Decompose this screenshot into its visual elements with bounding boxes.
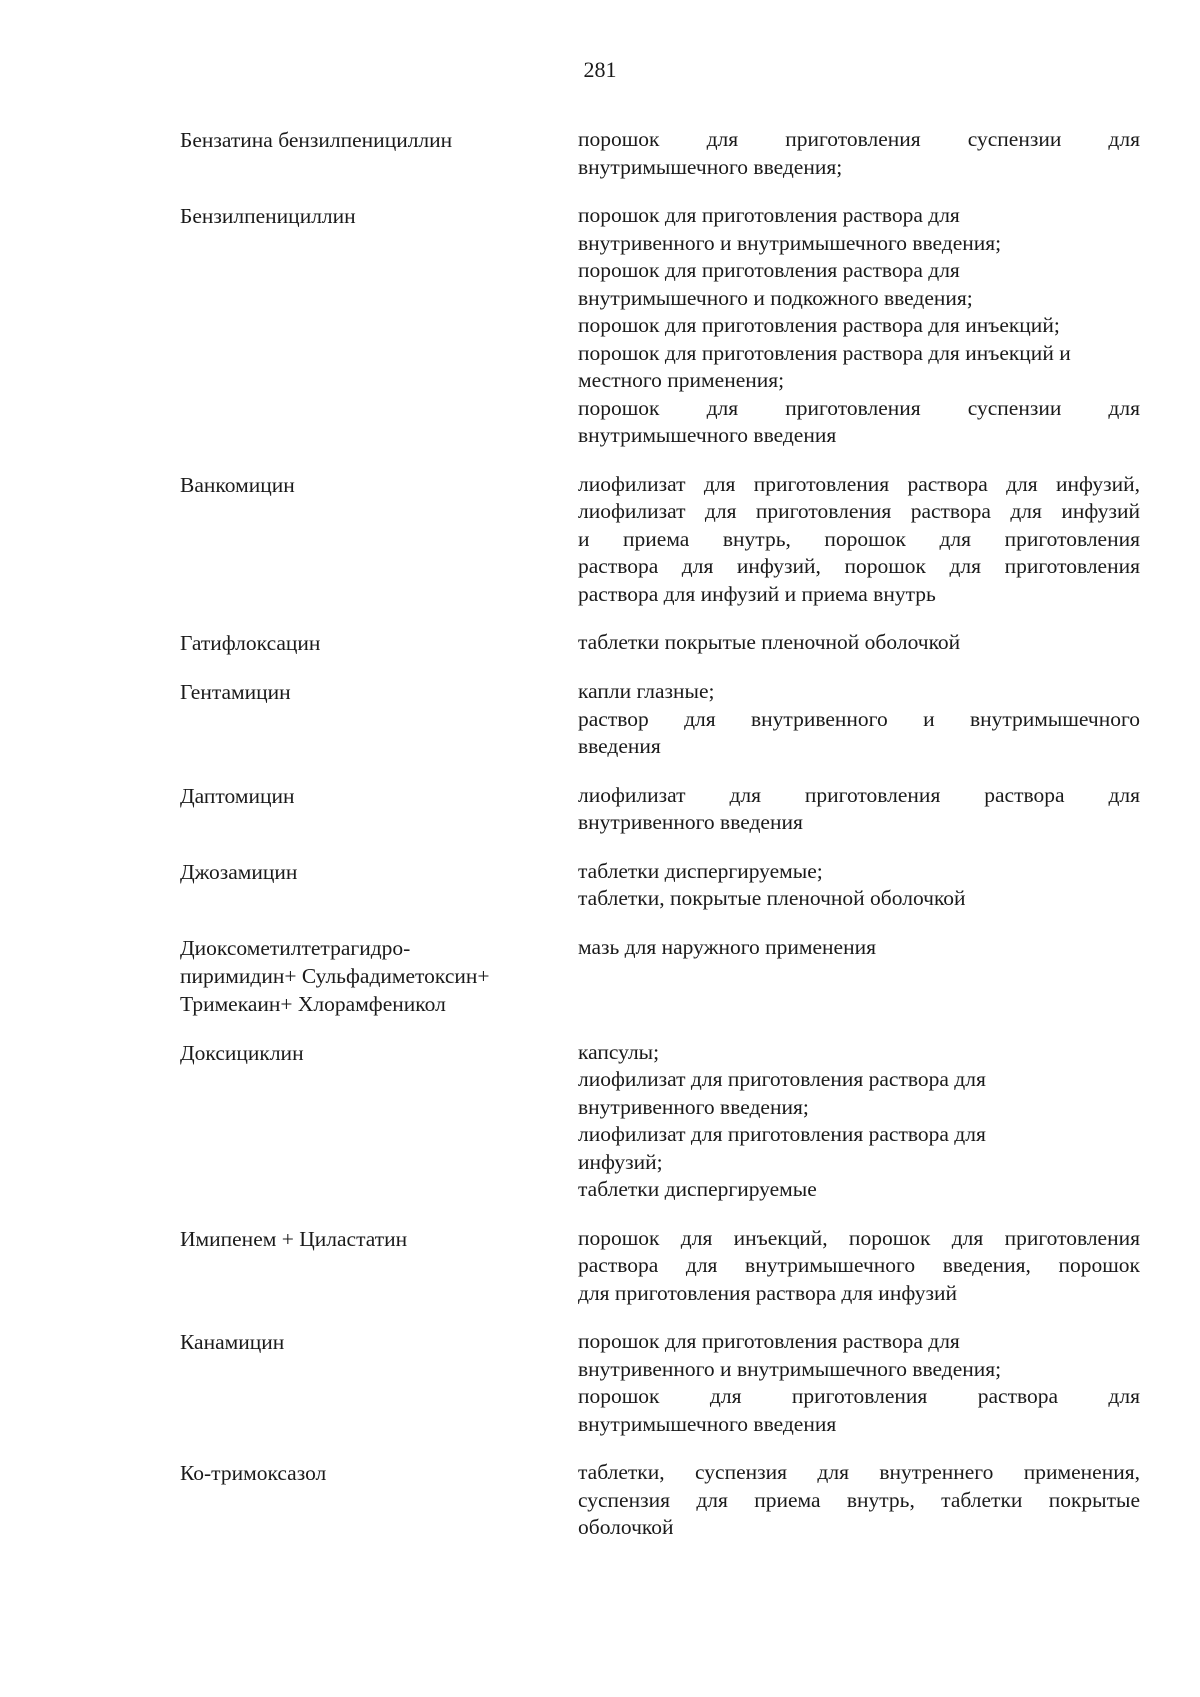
dosage-form-line: порошок для приготовления суспензии для: [578, 127, 1140, 151]
dosage-form-line: порошок для приготовления раствора для: [578, 1329, 960, 1353]
drug-entry: [180, 202, 1140, 450]
dosage-forms: [578, 858, 1140, 913]
drug-entry: [180, 1225, 1140, 1308]
dosage-form-line: раствор для внутривенного и внутримышечного: [578, 706, 1140, 731]
dosage-form-line: раствора для инфузий, порошок для приготовления: [578, 554, 1140, 578]
drug-name: Доксициклин: [180, 1040, 304, 1065]
drug-entry: [180, 1459, 1140, 1542]
dosage-form-line: внутримышечного введения;: [578, 154, 843, 179]
drug-list: [180, 126, 1140, 1563]
dosage-form-line: капли глазные;: [578, 679, 715, 703]
dosage-forms: [578, 202, 1140, 450]
dosage-form-line: порошок для приготовления раствора для: [578, 1384, 1140, 1408]
dosage-form-line: для приготовления раствора для инфузий: [578, 1280, 957, 1305]
dosage-form-line: внутримышечного и подкожного введения;: [578, 285, 973, 310]
dosage-forms: [578, 126, 1140, 181]
drug-name: Ванкомицин: [180, 472, 295, 497]
drug-entry: [180, 934, 1140, 1018]
dosage-form-line: внутривенного и внутримышечного введения;: [578, 230, 1002, 255]
dosage-form-line: таблетки, покрытые пленочной оболочкой: [578, 886, 966, 910]
dosage-form-line: порошок для приготовления раствора для инъекций и: [578, 340, 1071, 365]
dosage-forms: [578, 1225, 1140, 1308]
drug-entry: [180, 1039, 1140, 1204]
dosage-form-line: порошок для инъекций, порошок для приготовления: [578, 1225, 1140, 1250]
drug-name: Даптомицин: [180, 783, 295, 808]
drug-entry: [180, 126, 1140, 181]
dosage-forms: [578, 471, 1140, 609]
dosage-form-line: порошок для приготовления раствора для: [578, 258, 960, 282]
dosage-form-line: лиофилизат для приготовления раствора для: [578, 1067, 986, 1091]
dosage-form-line: порошок для приготовления суспензии для: [578, 395, 1140, 420]
dosage-form-line: мазь для наружного применения: [578, 934, 876, 959]
drug-entry: [180, 858, 1140, 913]
dosage-form-line: внутривенного введения;: [578, 1094, 809, 1119]
drug-name: Диоксометилтетрагидро- пиримидин+ Сульфадиметоксин+ Тримекаин+ Хлорамфеникол: [180, 935, 490, 1016]
dosage-form-line: лиофилизат для приготовления раствора для инфузий: [578, 499, 1140, 523]
dosage-form-line: таблетки диспергируемые: [578, 1177, 817, 1201]
dosage-form-line: таблетки диспергируемые;: [578, 858, 823, 883]
drug-name: Имипенем + Циластатин: [180, 1226, 408, 1251]
dosage-form-line: внутримышечного введения: [578, 423, 837, 447]
dosage-forms: [578, 678, 1140, 761]
drug-name: Гентамицин: [180, 680, 291, 704]
drug-name: Бензилпенициллин: [180, 204, 356, 228]
dosage-forms: [578, 1459, 1140, 1542]
drug-entry: [180, 1328, 1140, 1438]
drug-name: Ко-тримоксазол: [180, 1461, 327, 1485]
dosage-forms: [578, 1328, 1140, 1438]
drug-entry: [180, 678, 1140, 761]
dosage-form-line: и приема внутрь, порошок для приготовления: [578, 526, 1140, 551]
dosage-form-line: лиофилизат для приготовления раствора для: [578, 1122, 986, 1146]
dosage-form-line: лиофилизат для приготовления раствора для инфузий,: [578, 471, 1140, 496]
dosage-forms: [578, 782, 1140, 837]
drug-entry: [180, 782, 1140, 837]
dosage-form-line: раствора для инфузий и приема внутрь: [578, 581, 936, 606]
dosage-form-line: таблетки покрытые пленочной оболочкой: [578, 630, 961, 654]
dosage-form-line: инфузий;: [578, 1149, 663, 1174]
dosage-form-line: лиофилизат для приготовления раствора для: [578, 782, 1140, 807]
drug-name: Джозамицин: [180, 859, 298, 884]
dosage-form-line: местного применения;: [578, 368, 785, 392]
drug-name: Гатифлоксацин: [180, 631, 321, 655]
dosage-form-line: таблетки, суспензия для внутреннего применения,: [578, 1460, 1140, 1484]
drug-entry: [180, 471, 1140, 609]
dosage-form-line: порошок для приготовления раствора для инъекций;: [578, 313, 1060, 337]
dosage-form-line: порошок для приготовления раствора для: [578, 203, 960, 227]
drug-name: Канамицин: [180, 1330, 285, 1354]
dosage-form-line: внутривенного введения: [578, 810, 803, 834]
dosage-form-line: капсулы;: [578, 1039, 660, 1064]
dosage-forms: [578, 629, 1140, 657]
dosage-form-line: введения: [578, 734, 661, 758]
page-number: 281: [583, 57, 617, 82]
dosage-form-line: суспензия для приема внутрь, таблетки покрытые: [578, 1487, 1140, 1512]
dosage-form-line: оболочкой: [578, 1515, 674, 1539]
drug-name: Бензатина бензилпенициллин: [180, 128, 453, 152]
dosage-form-line: раствора для внутримышечного введения, порошок: [578, 1253, 1140, 1277]
drug-entry: [180, 629, 1140, 657]
dosage-form-line: внутримышечного введения: [578, 1411, 837, 1436]
dosage-forms: [578, 934, 1140, 962]
dosage-form-line: внутривенного и внутримышечного введения;: [578, 1356, 1002, 1381]
dosage-forms: [578, 1039, 1140, 1204]
